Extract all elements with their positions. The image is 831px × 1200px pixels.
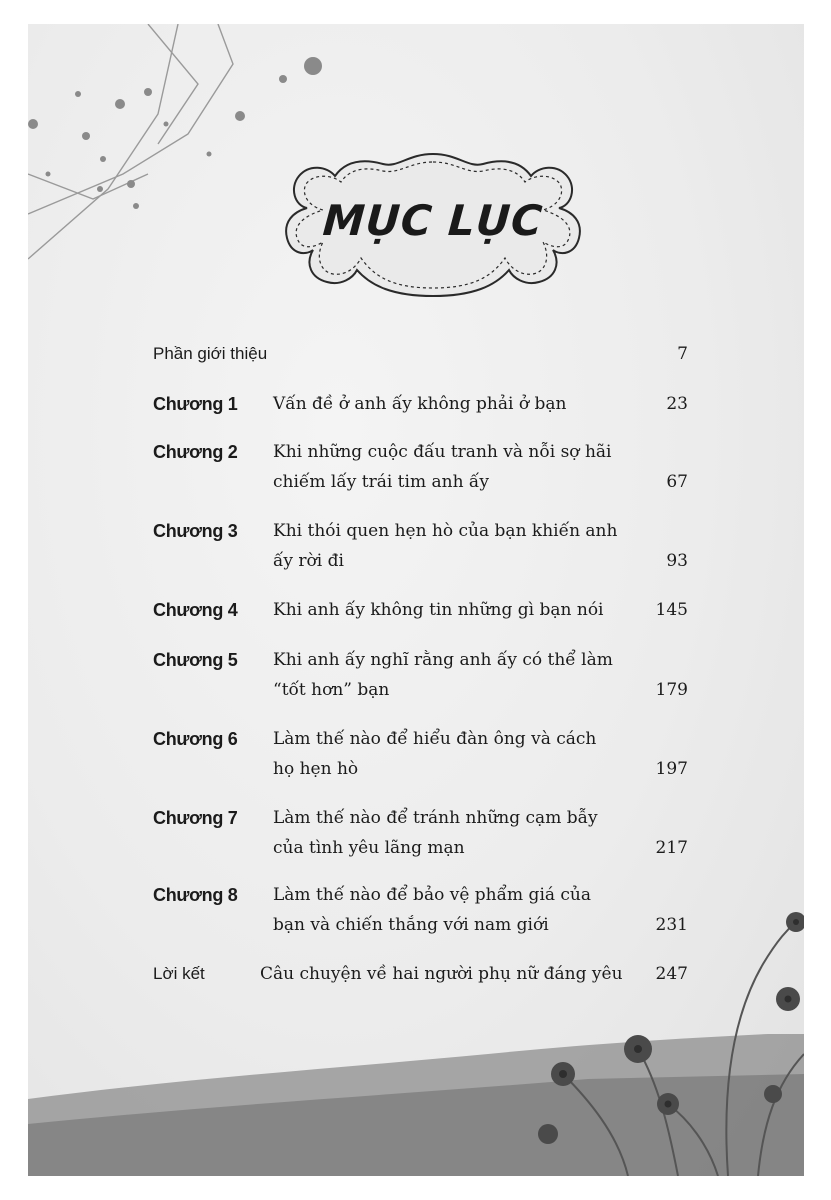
toc-title-line: “tốt hơn” bạn xyxy=(273,680,390,700)
toc-page-number: 231 xyxy=(655,915,688,935)
toc-page-number: 23 xyxy=(666,394,688,414)
toc-label: Chương 2 xyxy=(153,442,238,462)
toc-label: Lời kết xyxy=(153,964,205,983)
toc-page-number: 247 xyxy=(655,964,688,984)
toc-title-line: Khi anh ấy không tin những gì bạn nói xyxy=(273,600,604,620)
toc-label: Chương 6 xyxy=(153,729,238,749)
toc-title-line: họ hẹn hò xyxy=(273,759,359,779)
toc-title-line: Vấn đề ở anh ấy không phải ở bạn xyxy=(273,394,567,414)
toc-page-number: 7 xyxy=(677,344,688,364)
toc-title-line: Làm thế nào để tránh những cạm bẫy xyxy=(273,808,598,828)
toc-label: Phần giới thiệu xyxy=(153,344,268,363)
toc-label: Chương 8 xyxy=(153,885,238,905)
toc-label: Chương 7 xyxy=(153,808,238,828)
toc-title-line: Khi anh ấy nghĩ rằng anh ấy có thể làm xyxy=(273,650,613,670)
toc-page-number: 197 xyxy=(655,759,688,779)
toc-page-number: 67 xyxy=(666,472,688,492)
toc-page-number: 145 xyxy=(655,600,688,620)
toc-page-number: 179 xyxy=(655,680,688,700)
toc-label: Chương 4 xyxy=(153,600,238,620)
toc-title-line: Khi những cuộc đấu tranh và nỗi sợ hãi xyxy=(273,442,612,462)
toc-label: Chương 3 xyxy=(153,521,238,541)
toc-title-line: Làm thế nào để hiểu đàn ông và cách xyxy=(273,729,597,749)
toc-title-line: của tình yêu lãng mạn xyxy=(273,838,465,858)
toc-page-number: 93 xyxy=(666,551,688,571)
toc-title-line: ấy rời đi xyxy=(273,551,344,571)
toc-title-line: Khi thói quen hẹn hò của bạn khiến anh xyxy=(273,521,618,541)
toc-title-line: Làm thế nào để bảo vệ phẩm giá của xyxy=(273,885,592,905)
toc-page-number: 217 xyxy=(655,838,688,858)
page-title: MỤC LỤC xyxy=(321,196,545,245)
toc-title-line: Câu chuyện về hai người phụ nữ đáng yêu xyxy=(260,964,623,984)
toc-title-line: chiếm lấy trái tim anh ấy xyxy=(273,472,489,492)
toc-title-line: bạn và chiến thắng với nam giới xyxy=(273,915,549,935)
book-page xyxy=(28,24,804,1176)
toc-label: Chương 5 xyxy=(153,650,238,670)
toc-label: Chương 1 xyxy=(153,394,238,414)
table-of-contents xyxy=(28,24,804,1176)
